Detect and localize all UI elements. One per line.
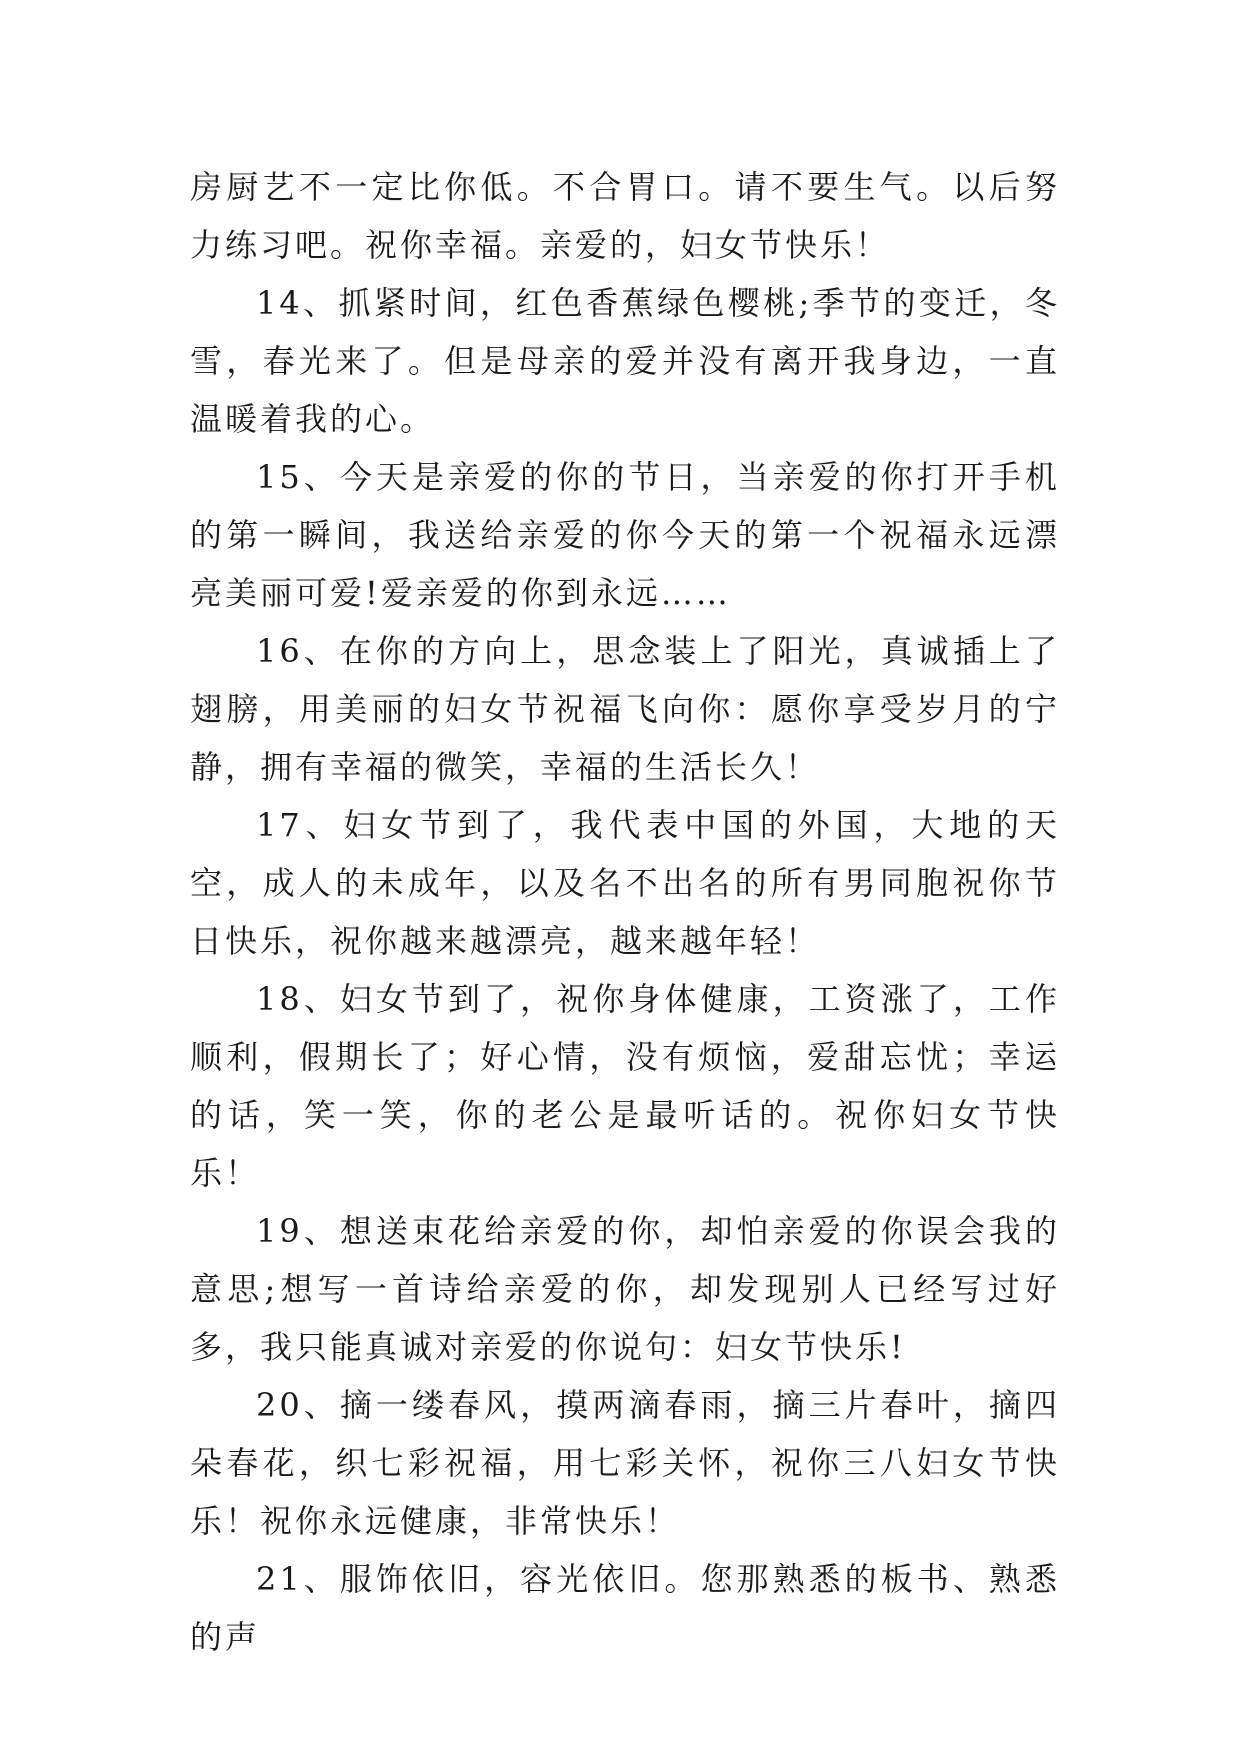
paragraph-17: 17、妇女节到了，我代表中国的外国，大地的天空，成人的未成年，以及名不出名的所有男同胞祝你节日快乐，祝你越来越漂亮，越来越年轻！ (190, 806, 1060, 960)
document-body (190, 158, 1060, 1666)
paragraph-16: 16、在你的方向上，思念装上了阳光，真诚插上了翅膀，用美丽的妇女节祝福飞向你：愿你享受岁月的宁静，拥有幸福的微笑，幸福的生活长久！ (190, 632, 1060, 786)
paragraph-15: 15、今天是亲爱的你的节日，当亲爱的你打开手机的第一瞬间，我送给亲爱的你今天的第一个祝福永远漂亮美丽可爱!爱亲爱的你到永远…… (190, 458, 1060, 612)
paragraph-14: 14、抓紧时间，红色香蕉绿色樱桃;季节的变迁，冬雪，春光来了。但是母亲的爱并没有离开我身边，一直温暖着我的心。 (190, 284, 1060, 438)
paragraph-19: 19、想送束花给亲爱的你，却怕亲爱的你误会我的意思;想写一首诗给亲爱的你，却发现别人已经写过好多，我只能真诚对亲爱的你说句：妇女节快乐! (190, 1212, 1060, 1366)
paragraph-21: 21、服饰依旧，容光依旧。您那熟悉的板书、熟悉的声 (190, 1560, 1060, 1656)
paragraph-18: 18、妇女节到了，祝你身体健康，工资涨了，工作顺利，假期长了；好心情，没有烦恼，爱甜忘忧；幸运的话，笑一笑，你的老公是最听话的。祝你妇女节快乐！ (190, 980, 1060, 1192)
paragraph-20: 20、摘一缕春风，摸两滴春雨，摘三片春叶，摘四朵春花，织七彩祝福，用七彩关怀，祝你三八妇女节快乐！祝你永远健康，非常快乐！ (190, 1386, 1060, 1540)
paragraph-continuation: 房厨艺不一定比你低。不合胃口。请不要生气。以后努力练习吧。祝你幸福。亲爱的，妇女节快乐！ (190, 168, 1060, 264)
